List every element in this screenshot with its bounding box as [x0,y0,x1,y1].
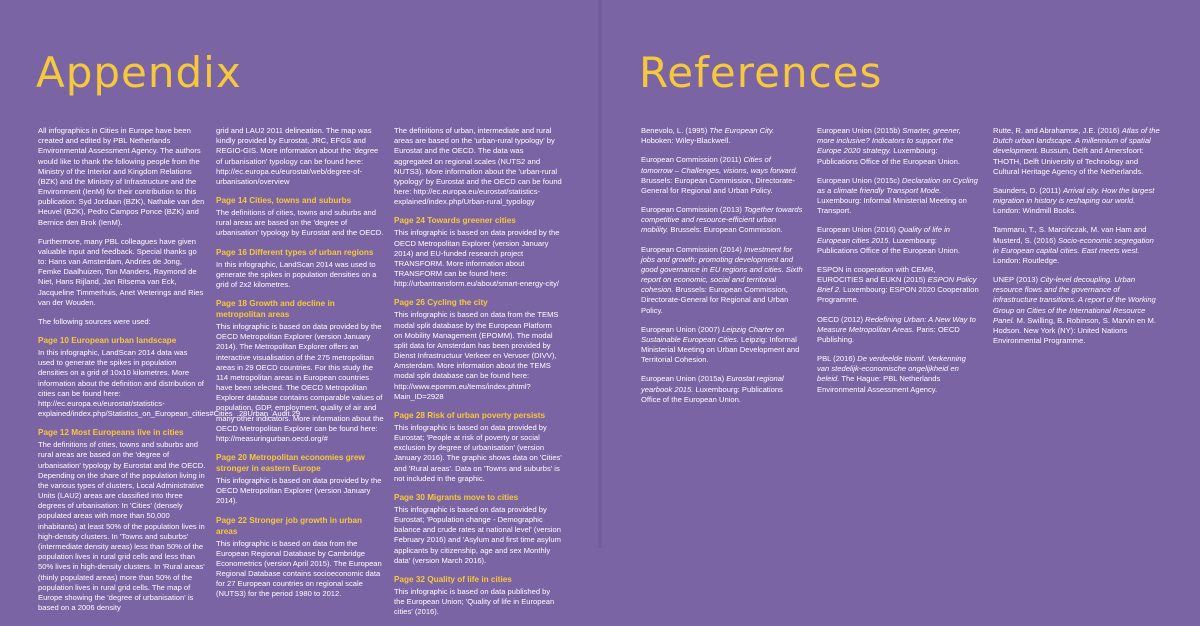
reference-entry [641,374,803,405]
section-text: This infographic is based on data from the TEMS modal split database by the European Platform on Mobility Management (EPOMM). The modal split data for Amsterdam has been provided by Dienst Infrastructuur Verkeer en Vervoer (DIVV), Amsterdam. More information about the TEMS modal split database can be found here: http://www.epomm.eu/tems/index.phtml?Main_ID=2928 [394,310,559,401]
reference-publisher: Luxembourg: Informal Ministerial Meeting on Transport. [817,196,967,216]
section-text: This infographic is based on data provided by Eurostat; 'Population change - Demographic balance and crude rates at national level' (version February 2016) and 'Asylum and first time asylum applicants by citizenship, age and sex Monthly data' (version March 2016). [394,504,561,565]
reference-publisher: Brussels: European Commission. [668,225,783,235]
section-text: This infographic is based on data from the European Regional Database by Cambridge Econometrics (version April 2015). The European Regional Database contains socioeconomic data for 27 European countries on regional scale (NUTS3) for the period 1980 to 2012. [216,538,382,599]
reference-author: European Commission (2013) [641,205,744,215]
reference-title: ESPON Policy Brief 2. [817,275,977,295]
section-heading: Page 14 Cities, towns and suburbs [216,196,352,206]
section-heading: Page 28 Risk of urban poverty persists [394,410,546,420]
reference-entry [993,275,1161,346]
page-gutter [598,0,602,548]
section-heading: Page 30 Migrants move to cities [394,492,519,502]
references-column-3 [993,126,1161,355]
reference-entry [641,245,803,316]
appendix-title: Appendix [36,48,242,97]
reference-title: Investment for jobs and growth: promoting development and good governance in EU regions and cities. Sixth report on economic, social and territorial cohesion. [641,244,803,295]
reference-title: Leipzig Charter on Sustainable European Cities. [641,324,785,344]
reference-author: PBL (2016) [817,354,858,364]
reference-title: Eurostat regional yearbook 2015. [641,374,784,394]
reference-entry [993,225,1161,266]
reference-publisher: London: Windmill Books. [993,206,1077,216]
intro-paragraph: The following sources were used: [38,316,151,326]
section-heading: Page 24 Towards greener cities [394,216,516,226]
reference-author: European Union (2016) [817,225,899,235]
section-heading: Page 12 Most Europeans live in cities [38,428,184,438]
reference-entry [993,186,1161,217]
reference-title: De verdeelde triomf. Verkenning van stedelijk-economische ongelijkheid en beleid. [817,354,966,384]
reference-publisher: Luxembourg: Publications Office of the European Union. [817,146,960,166]
reference-publisher: London: Routledge. [993,255,1060,265]
reference-entry [817,265,979,306]
section-heading: Page 32 Quality of life in cities [394,574,512,584]
reference-author: European Union (2007) [641,324,723,334]
section-text: This infographic is based on data published by the European Union; 'Quality of life in European cities' (2016). [394,586,555,617]
reference-title: Socio-economic segregation in European capital cities. East meets west. [993,235,1154,255]
reference-author: OECD (2012) [817,314,866,324]
reference-entry [817,315,979,346]
reference-author: UNEP (2013) [993,275,1041,285]
section-text: The definitions of urban, intermediate and rural areas are based on the 'urban-rural typology' by Eurostat and the OECD. The data was aggregated on regional scales (NUTS2 and NUTS3). More information about the 'urban-rural typology' by Eurostat and the OECD can be found here: http://ec.europa.eu/eurostat/statistics-explained/index.php/Urban-rural_typology [394,126,562,207]
reference-title: Redefining Urban: A New Way to Measure Metropolitan Areas. [817,314,976,334]
reference-entry [641,155,803,196]
reference-entry [817,354,979,395]
reference-title: The European City. [709,126,775,135]
section-text: This infographic is based on data provided by the OECD Metropolitan Explorer (version January 2014). [216,476,382,506]
section-text: In this infographic, LandScan 2014 was used to generate the spikes in population densities on a grid of 2x2 kilometres. [216,259,377,289]
reference-title: Together towards competitive and resource-efficient urban mobility. [641,205,803,235]
reference-publisher: M. Swilling, B. Robinson, S. Marvin en M. Hodson. New York (NY): United Nations Environmental Programme. [993,315,1156,346]
section-heading: Page 16 Different types of urban regions [216,247,374,257]
reference-publisher: Hoboken: Wiley-Blackwell. [641,136,731,146]
reference-title: Quality of life in European cities 2015. [817,225,950,245]
intro-paragraph: All infographics in Cities in Europe have been created and edited by PBL Netherlands Environmental Assessment Agency. The authors would like to thank the following people from the Ministry of the Interior and Kingdom Relations (BZK) and the Ministry of Infrastructure and the Environment (IenM) for their contribution to this publication: Syd Jordaan (BZK), Nathalie van den Heuvel (BZK), Pedro Campos Ponce (BZK) and Bernice den Brok (IenM). [38,126,205,227]
reference-entry [817,176,979,217]
reference-publisher: The Hague: PBL Netherlands Environmental Assessment Agency. [817,374,941,394]
section-heading: Page 10 European urban landscape [38,336,177,346]
section-heading: Page 26 Cycling the city [394,298,488,308]
reference-title: Declaration on Cycling as a climate friendly Transport Mode. [817,175,978,195]
section-heading: Page 18 Growth and decline in metropolitan areas [216,299,335,320]
reference-entry [641,325,803,366]
reference-author: European Commission (2014) [641,244,744,254]
reference-author: Rutte, R. and Abrahamse, J.E. (2016) [993,126,1122,135]
reference-author: European Union (2015a) [641,374,727,384]
reference-entry [817,126,979,167]
appendix-column-2 [216,126,384,609]
reference-author: Benevolo, L. (1995) [641,126,710,135]
references-title: References [639,48,883,97]
reference-publisher: Leipzig: Informal Ministerial Meeting on Urban Development and Territorial Cohesion. [641,334,800,365]
section-heading: Page 22 Stronger job growth in urban areas [216,515,363,536]
reference-publisher: Paris: OECD Publishing. [817,324,960,344]
reference-entry [993,126,1161,177]
reference-title: City-level decoupling. Urban resource flows and the governance of infrastructure transitions. A report of the Working Group on Cities of the International Resource Panel. [993,275,1156,325]
reference-entry [817,225,979,256]
reference-author: Tammaru, T., S. Marcińczak, M. van Ham and Musterd, S. (2016) [993,225,1147,245]
reference-publisher: Luxembourg: Publications Office of the European Union. [641,384,783,404]
section-text: The definitions of cities, towns and suburbs and rural areas are based on the 'degree of urbanisation' typology by Eurostat and the OECD. Depending on the share of the population living in the various types of clusters, Local Administrative Units (LAU2) areas are classified into three degrees of urbanisation: In 'Cities' (densely populated areas with more than 50,000 inhabitants) at least 50% of the population lives in high-density clusters. In 'Towns and suburbs' (intermediate density areas) less than 50% of the population lives in rural grid cells and less than 50% lives in high-density clusters. In 'Rural areas' (thinly populated areas) more than 50% of the population lives in rural grid cells. The map of Europe showing the 'degree of urbanisation' is based on a 2006 density [38,440,206,613]
reference-title: Cities of tomorrow – Challenges, visions, ways forward. [641,155,798,175]
reference-entry [641,126,803,146]
appendix-column-3 [394,126,562,626]
reference-author: European Commission (2011) [641,155,744,165]
reference-title: Smarter, greener, more inclusive? Indicators to support the Europe 2020 strategy. [817,126,961,156]
intro-paragraph: Furthermore, many PBL colleagues have given valuable input and feedback. Special thanks go to: Hans van Amsterdam, Andries de Jong, Femke Daalhuizen, Ton Manders, Raymond de Niet, Hans Rijland, Jan Ritsema van Eck, Jacqueline Timmerhuis, Anet Weterings and Ries van der Wouden. [38,236,204,307]
section-text: In this infographic, LandScan 2014 data was used to generate the spikes in population densities on a grid of 10x10 kilometres. More information about the definition and distribution of cities can be found here: http://ec.europa.eu/eurostat/statistics-explained/index.php/Statistics_on_European_cities#Cities_.28Urban_Audit.29 [38,348,301,419]
section-text: This infographic is based on data provided by the OECD Metropolitan Explorer (version January 2014) and EU-funded research project TRANSFORM. More information about TRANSFORM can be found here: http://urbantransform.eu/about/smart-energy-city/ [394,228,560,289]
reference-publisher: Brussels: European Commission, Directorate-General for Regional and Urban Policy. [641,285,789,315]
reference-author: European Union (2015b) [817,126,903,135]
references-column-2 [817,126,979,404]
reference-entry [641,205,803,236]
reference-publisher: Bussum, Delft and Amersfoort: THOTH, Delft University of Technology and Cultural Heritage Agency of the Netherlands. [993,146,1144,176]
reference-author: ESPON in cooperation with CEMR, EUROCITIES and EUKN (2015) [817,264,936,285]
reference-author: Saunders, D. (2011) [993,185,1063,195]
reference-title: Atlas of the Dutch urban landscape. A millennium of spatial development. [993,126,1160,156]
section-text: The definitions of cities, towns and suburbs and rural areas are based on the 'degree of urbanisation' typology by Eurostat and the OECD. [216,208,384,238]
reference-title: Arrival city. How the largest migration in history is reshaping our world. [993,185,1155,206]
references-column-1 [641,126,803,414]
reference-publisher: Luxembourg: ESPON 2020 Cooperation Programme. [817,285,979,305]
section-heading: Page 20 Metropolitan economies grew stronger in eastern Europe [216,453,365,474]
section-text: This infographic is based on data provided by Eurostat; 'People at risk of poverty or social exclusion by degree of urbanisation' (version January 2016). The graphic shows data on 'Cities' and 'Rural areas'. Data on 'Towns and suburbs' is not included in the graphic. [394,422,562,483]
reference-author: European Union (2015c) [817,175,902,185]
reference-publisher: Luxembourg: Publications Office of the European Union. [817,235,960,255]
reference-publisher: Brussels: European Commission, Directorate-General for Regional and Urban Policy. [641,175,796,195]
section-text: This infographic is based on data provided by the OECD Metropolitan Explorer (version January 2014). The Metropolitan Explorer offers an interactive visualisation of the 275 metropolitan areas in 29 OECD countries. For this study the 114 metropolitan areas in European countries have been selected. The OECD Metropolitan Explorer database contains comparable values of population, GDP, employment, quality of air and many other indicators. More information about the OECD Metropolitan Explorer can be found here: http://measuringurban.oecd.org/# [216,322,384,443]
section-text: grid and LAU2 2011 delineation. The map was kindly provided by Eurostat, JRC, EFGS and REGIO-GIS. More information about the 'degree of urbanisation' typology can be found here: http://ec.europa.eu/eurostat/web/degree-of-urbanisation/overview [216,126,379,186]
